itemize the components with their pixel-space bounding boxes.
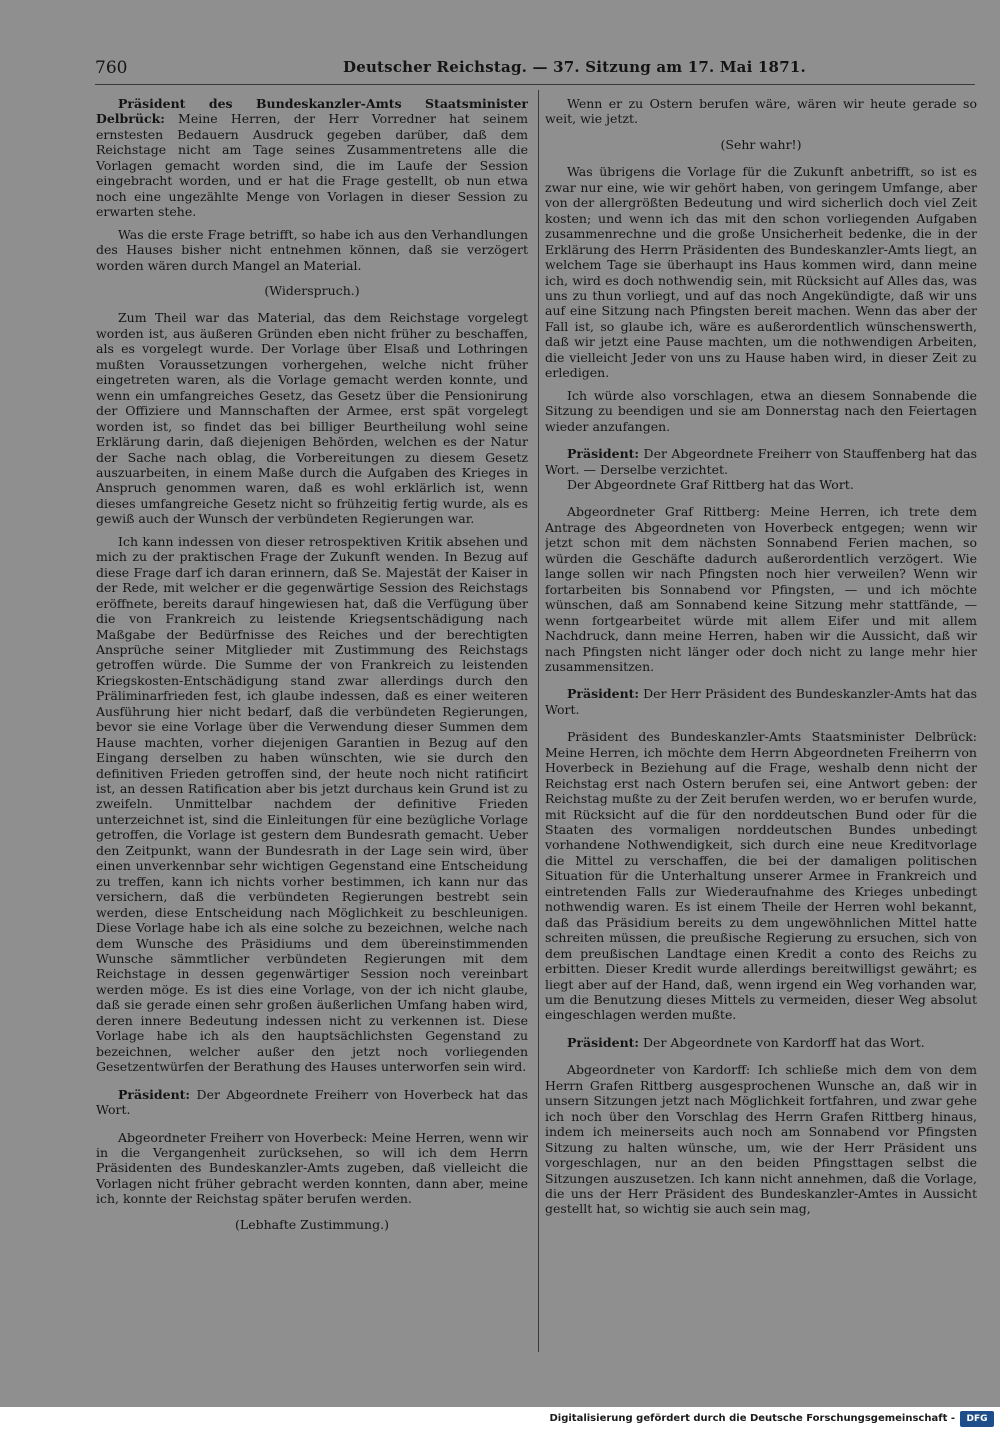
- page-header: [95, 58, 975, 80]
- speaker-name: Präsident:: [567, 686, 640, 702]
- footer-bar: [0, 1407, 1000, 1432]
- paragraph: [545, 686, 977, 717]
- header-rule: [95, 84, 975, 85]
- page-number: 760: [95, 58, 128, 78]
- paragraph: [96, 1087, 528, 1118]
- paragraph-text: Ich schließe mich dem von dem Herrn Grafen Rittberg ausgesprochenen Wunsche an, daß wir in unsern Sitzungen jetzt nach Möglichkeit fortfahren, und zwar gehe ich noch über den Vorschlag des Herrn Grafen Rittberg hinaus, indem ich meinerseits auch noch am Sonnabend vor Pfingsten Sitzung zu halten wünsche, um, wie der Herr Präsident uns vorgeschlagen, nur an den beiden Pfingsttagen selbst die Sitzungen auszusetzen. Ich kann nicht annehmen, daß die Vorlage, die uns der Herr Präsident des Bundeskanzler-Amtes in Aussicht gestellt hat, so wichtig sie auch sein mag,: [545, 1062, 977, 1217]
- speaker-name: Abgeordneter von Kardorff:: [567, 1062, 751, 1078]
- interjection: (Lebhafte Zustimmung.): [235, 1216, 389, 1232]
- paragraph: Ich kann indessen von dieser retrospektiven Kritik absehen und mich zu der praktischen Frage der Zukunft wenden. In Bezug auf diese Frage darf ich daran erinnern, daß Se. Majestät der Kaiser in der Rede, mit welcher er die gegenwärtige Session des Reichstags eröffnete, bereits darauf hingewiesen hat, daß die Verfügung über die von Frankreich zu leistende Kriegsentschädigung nach Maßgabe der Bedürfnisse des Reiches und der berechtigten Ansprüche seiner Mitglieder mit Zustimmung des Reichstags getroffen würde. Die Summe der von Frankreich zu leistenden Kriegskosten-Entschädigung stand zwar allerdings durch den Präliminarfrieden fest, ich glaube indessen, daß es einer weiteren Ausführung hier nicht bedarf, daß die verbündeten Regierungen, bevor sie eine Vorlage über die Verwendung dieser Summen dem Hause machten, vorher diejenigen Garantien in Bezug auf den Eingang derselben zu haben wünschten, wie sie durch den definitiven Frieden getroffen sind, der heute noch nicht ratificirt ist, an dessen Ratification aber bis jetzt durchaus kein Grund ist zu zweifeln. Unmittelbar nachdem der definitive Frieden unterzeichnet ist, sind die Einleitungen für eine bezügliche Vorlage getroffen, die Vorlage ist gestern dem Bundesrath gemacht. Ueber den Zeitpunkt, wann der Bundesrath in der Lage sein wird, über einen unverkennbar sehr wichtigen Gegenstand eine Entscheidung zu treffen, kann ich nichts vorher bestimmen, ich kann nur das versichern, daß die verbündeten Regierungen bestrebt sein werden, diese Entscheidung nach Möglichkeit zu beschleunigen. Diese Vorlage habe ich als eine solche zu bezeichnen, welche nach dem Wunsche des Präsidiums und dem übereinstimmenden Wunsche sämmtlicher verbündeten Regierungen mit dem Reichstage in dessen gegenwärtiger Session noch vereinbart werden möge. Es ist dies eine Vorlage, von der ich nicht glaube, daß sie gerade einen sehr großen äußerlichen Umfang haben wird, deren innere Bedeutung indessen nicht zu verkennen ist. Diese Vorlage habe ich als den hauptsächlichsten Gegenstand zu bezeichnen, welcher außer den jetzt noch vorliegenden Gesetzentwürfen der Berathung des Hauses unterworfen sein wird.: [96, 533, 528, 1075]
- column-divider: [538, 90, 539, 1352]
- paragraph-text: Meine Herren, der Herr Vorredner hat seinem ernstesten Bedauern Ausdruck gegeben darüber, daß dem Reichstage nicht am Tage seines Zusammentretens alle die Vorlagen gemacht worden sind, die im Laufe der Session eingebracht worden, und er hat die Frage gestellt, ob nun etwa noch eine ungezählte Menge von Vorlagen in dieser Session zu erwarten stehe.: [96, 111, 528, 220]
- right-column: [545, 96, 977, 1341]
- paragraph: Ich würde also vorschlagen, etwa an diesem Sonnabende die Sitzung zu beendigen und sie am Donnerstag nach den Feiertagen wieder anzufangen.: [545, 387, 977, 434]
- paragraph: Was übrigens die Vorlage für die Zukunft anbetrifft, so ist es zwar nur eine, wie wir gehört haben, von geringem Umfange, aber von der allergrößten Bedeutung und wird sicherlich doch viel Zeit kosten; und wenn ich das mit den schon vorliegenden Aufgaben zusammenrechne und die große Unsicherheit bedenke, die in der Erklärung des Herrn Präsidenten des Bundeskanzler-Amts liegt, an welchem Tage sie überhaupt ins Haus kommen wird, dann meine ich, wird es doch nothwendig sein, mit Rücksicht auf Alles das, was uns zu thun vorliegt, und auf das noch Angekündigte, daß wir uns auf eine Sitzung nach Pfingsten bereit machen. Wenn das aber der Fall ist, so glaube ich, wäre es außerordentlich wünschenswerth, daß wir jetzt eine Pause machten, um die nothwendigen Arbeiten, die vielleicht Jeder von uns zu Hause haben wird, in dieser Zeit zu erledigen.: [545, 164, 977, 381]
- paragraph-text: Der Herr Präsident des Bundeskanzler-Amts hat das Wort.: [545, 686, 977, 717]
- speaker-name: Präsident:: [567, 446, 640, 462]
- speaker-name: Abgeordneter Graf Rittberg:: [567, 504, 761, 520]
- paragraph: [96, 1130, 528, 1207]
- speaker-name: Präsident des Bundeskanzler-Amts Staatsminister Delbrück:: [567, 729, 977, 745]
- running-title: Deutscher Reichstag. — 37. Sitzung am 17. Mai 1871.: [343, 58, 806, 76]
- paragraph-text: Meine Herren, ich möchte dem Herrn Abgeordneten Freiherrn von Hoverbeck in Beziehung auf die Frage, weshalb denn nicht der Reichstag erst nach Ostern berufen sei, eine Antwort geben: der Reichstag mußte zu der Zeit berufen werden, wo er berufen wurde, mit Rücksicht auf die für den norddeutschen Bund oder für die Staaten des vormaligen norddeutschen Bundes unbedingt vorhandene Nothwendigkeit, sich durch eine neue Kreditvorlage die Mittel zu verschaffen, die bei der damaligen politischen Situation für die Unterhaltung unserer Armee in Frankreich und eintretenden Falls zur Wiederaufnahme des Krieges unbedingt nothwendig waren. Es ist einem Theile der Herren wohl bekannt, daß das Präsidium bereits zu dem ungewöhnlichen Mittel hatte schreiten müssen, die preußische Regierung zu ersuchen, sich von dem preußischen Landtage einen Kredit a conto des Reichs zu erbitten. Dieser Kredit wurde allerdings bereitwilligst gewährt; es liegt aber auf der Hand, daß, wenn irgend ein Weg vorhanden war, um die Benutzung dieses Mittels zu vermeiden, dieser Weg absolut eingeschlagen werden mußte.: [545, 744, 977, 1023]
- interjection: (Sehr wahr!): [720, 136, 802, 152]
- speaker-name: Präsident:: [567, 1034, 640, 1050]
- funding-notice: Digitalisierung gefördert durch die Deutsche Forschungsgemeinschaft -: [549, 1413, 955, 1424]
- interjection: (Widerspruch.): [264, 282, 360, 298]
- paragraph: [96, 96, 528, 220]
- paragraph: [545, 504, 977, 674]
- paragraph: [545, 729, 977, 1023]
- paragraph-text: Der Abgeordnete Freiherr von Hoverbeck hat das Wort.: [96, 1086, 528, 1118]
- speaker-name: Präsident des Bundeskanzler-Amts Staatsminister Delbrück:: [96, 96, 528, 127]
- speaker-name: Präsident:: [118, 1086, 191, 1102]
- dfg-logo[interactable]: DFG: [960, 1411, 994, 1427]
- paragraph-text: Meine Herren, ich trete dem Antrage des Abgeordneten von Hoverbeck entgegen; wenn wir jetzt schon mit dem nächsten Sonnabend Ferien machen, so würden die Geschäfte dadurch außerordentlich verzögert. Wie lange sollen wir nach Pfingsten noch hier verweilen? Wenn wir fortarbeiten bis Sonnabend vor Pfingsten, — und ich möchte wünschen, daß am Sonnabend keine Sitzung mehr stattfände, — wenn fortgearbeitet würde mit allem Eifer und mit allem Nachdruck, dann meine Herren, haben wir die Aussicht, daß wir nach Pfingsten nicht länger oder doch nicht zu lange mehr hier zusammensitzen.: [545, 504, 977, 674]
- paragraph: [545, 1062, 977, 1217]
- paragraph: Wenn er zu Ostern berufen wäre, wären wir heute gerade so weit, wie jetzt.: [545, 96, 977, 127]
- paragraph-text: Der Abgeordnete Freiherr von Stauffenberg hat das Wort. — Derselbe verzichtet.: [545, 446, 977, 477]
- paragraph: [545, 1035, 977, 1050]
- paragraph: [545, 446, 977, 477]
- paragraph-text: Meine Herren, wenn wir in die Vergangenheit zurücksehen, so will ich dem Herrn Präsidenten des Bundeskanzler-Amts zugeben, daß vielleicht die Vorlagen nicht früher gebracht werden konnten, dann aber, meine ich, konnte der Reichstag später berufen werden.: [96, 1129, 528, 1207]
- left-column: [96, 96, 528, 1341]
- speaker-name: Abgeordneter Freiherr von Hoverbeck:: [118, 1129, 368, 1145]
- paragraph-text: Der Abgeordnete von Kardorff hat das Wort.: [643, 1034, 925, 1050]
- paragraph: Was die erste Frage betrifft, so habe ich aus den Verhandlungen des Hauses bisher nicht entnehmen können, daß sie verzögert worden wären durch Mangel an Material.: [96, 226, 528, 273]
- paragraph: Der Abgeordnete Graf Rittberg hat das Wort.: [567, 476, 854, 492]
- paragraph: Zum Theil war das Material, das dem Reichstage vorgelegt worden ist, aus äußeren Gründen eben nicht früher zu beschaffen, als es vorgelegt wurde. Der Vorlage über Elsaß und Lothringen mußten Voraussetzungen vorhergehen, welche nicht früher eingetreten waren, als die Vorlage gemacht werden konnte, und wenn ein umfangreiches Gesetz, das Gesetz über die Pensionirung der Offiziere und Mannschaften der Armee, erst spät vorgelegt worden ist, so findet das bei billiger Beurtheilung wohl seine Erklärung darin, daß diejenigen Behörden, welchen es der Natur der Sache nach oblag, die Vorbereitungen zu diesem Gesetz auszuarbeiten, in einem Maße durch die Aufgaben des Krieges in Anspruch genommen waren, daß es wohl erklärlich ist, wenn dieses umfangreiche Gesetz nicht so frühzeitig fertig wurde, als es gewiß auch der Wunsch der verbündeten Regierungen war.: [96, 310, 528, 527]
